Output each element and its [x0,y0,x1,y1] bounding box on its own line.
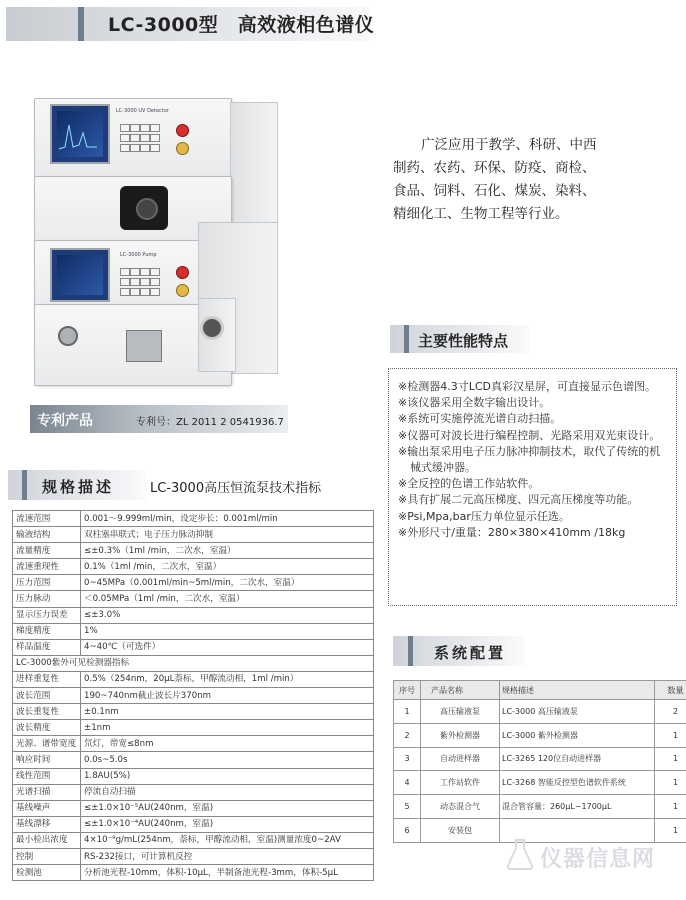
feature-item: ※全反控的色谱工作站软件。 [398,477,540,491]
outlet-fitting-icon [58,326,78,346]
system-header-bar [408,636,413,666]
system-cell-desc: 混合管容量：260μL~1700μL [500,795,655,819]
spec-row [13,752,374,768]
system-cell-name: 安装包 [421,818,500,842]
system-row [394,723,686,747]
system-cell-qty: 1 [655,771,686,795]
pump-screen-display [57,255,103,295]
feature-item: ※输出泵采用电子压力脉冲抑制技术，取代了传统的机械式缓冲器。 [398,444,661,475]
spec-row [13,768,374,784]
spec-value-cell: 0~45MPa（0.001ml/min~5ml/min，二次水，室温） [81,575,374,591]
spec-row [13,736,374,752]
spec-key-cell: 光谱扫描 [13,784,81,800]
spec-key-cell: 流量精度 [13,543,81,559]
system-column-header: 规格描述 [500,681,655,700]
spec-section-heading: LC-3000紫外可见检测器指标 [13,655,374,671]
spec-value-cell: 1% [81,623,374,639]
spec-key-cell: 检测池 [13,865,81,881]
watermark-flask-icon [505,838,535,870]
spec-key-cell: 响应时间 [13,752,81,768]
spec-value-cell: 0.0s~5.0s [81,752,374,768]
system-title: 系统配置 [434,644,507,662]
patent-number: 专利号：ZL 2011 2 0541936.7 [136,417,284,428]
system-cell-desc: LC-3265 120位自动进样器 [500,747,655,771]
spec-row [13,816,374,832]
spec-row [13,623,374,639]
spec-row [13,575,374,591]
system-cell-no: 1 [394,700,421,724]
system-cell-qty: 1 [655,723,686,747]
pump-power-button-icon [176,266,189,279]
spec-key-cell: 压力范围 [13,575,81,591]
spec-value-cell: 4~40℃（可选件） [81,639,374,655]
spec-key-cell: 线性范围 [13,768,81,784]
system-column-header: 产品名称 [421,681,500,700]
detector-purge-button-icon [176,142,189,155]
spec-row [13,655,374,671]
watermark-text: 仪器信息网 [540,847,656,872]
detector-screen-display [57,111,103,157]
instrument-illustration [30,90,280,390]
system-cell-qty: 1 [655,795,686,819]
system-cell-desc: LC-3000 紫外检测器 [500,723,655,747]
system-header-row [394,681,686,700]
spec-value-cell: ≤±3.0% [81,607,374,623]
system-cell-name: 工作站软件 [421,771,500,795]
page-title: LC-3000型 高效液相色谱仪 [108,14,375,36]
purge-valve-icon [200,316,224,340]
system-cell-qty: 2 [655,700,686,724]
spec-row [13,639,374,655]
system-cell-desc: LC-3268 智能反控型色谱软件系统 [500,771,655,795]
spec-value-cell: ＜0.05MPa（1ml /min，二次水，室温） [81,591,374,607]
spec-value-cell: ≤±1.0×10⁻⁵AU(240nm，室温) [81,800,374,816]
spec-row [13,607,374,623]
pump-keypad [120,268,158,296]
system-row [394,700,686,724]
application-line-2: 制药、农药、环保、防疫、商检、 [393,160,596,176]
feature-item: ※外形尺寸/重量：280×380×410mm /18kg [398,525,626,539]
system-cell-no: 2 [394,723,421,747]
spec-value-cell: ±1nm [81,720,374,736]
system-cell-name: 紫外检测器 [421,723,500,747]
spec-key-cell: 波长精度 [13,720,81,736]
system-row [394,795,686,819]
system-cell-qty: 1 [655,747,686,771]
spec-key-cell: 压力脉动 [13,591,81,607]
spec-row [13,671,374,687]
feature-item: ※该仪器采用全数字输出设计。 [398,396,551,410]
spec-key-cell: 波长重复性 [13,704,81,720]
chromatogram-graphic [57,111,101,155]
system-row [394,818,686,842]
spec-value-cell: 0.001～9.999ml/min，设定步长：0.001ml/min [81,511,374,527]
features-header-bar [404,325,409,353]
spec-value-cell: 分析池光程-10mm，体积-10μL，半制备池光程-3mm，体积-5μL [81,865,374,881]
spec-row [13,688,374,704]
spec-row [13,832,374,848]
spec-row [13,511,374,527]
system-table [393,680,686,843]
spec-row [13,591,374,607]
system-cell-desc: LC-3000 高压输液泵 [500,700,655,724]
system-column-header: 序号 [394,681,421,700]
spec-value-cell: 4×10⁻⁹g/mL(254nm，萘标，甲醇流动相，室温)测量浓度0~2AV [81,832,374,848]
spec-row [13,543,374,559]
pump-screen [50,248,110,302]
features-title: 主要性能特点 [418,332,509,350]
spec-key-cell: 样品温度 [13,639,81,655]
system-cell-name: 动态混合气 [421,795,500,819]
injection-valve-knob-icon [136,198,158,220]
spec-row [13,704,374,720]
spec-row [13,784,374,800]
features-list [398,379,668,541]
spec-row [13,848,374,864]
spec-key-cell: 光源、谱带宽度 [13,736,81,752]
application-line-4: 精细化工、生物工程等行业。 [393,206,569,222]
system-cell-no: 5 [394,795,421,819]
spec-row [13,800,374,816]
pump-run-button-icon [176,284,189,297]
spec-title: 规格描述 [42,478,115,496]
system-cell-no: 6 [394,818,421,842]
feature-item: ※检测器4.3寸LCD真彩汉星屏，可直接显示色谱图。 [398,380,656,393]
detector-power-button-icon [176,124,189,137]
spec-value-cell: RS-232接口，可计算机反控 [81,848,374,864]
pump-head-icon [126,330,162,362]
pump-label: LC-3000 Pump [120,252,157,258]
spec-value-cell: ≤±1.0×10⁻⁴AU(240nm，室温) [81,816,374,832]
detector-label: LC-3000 UV Detector [116,108,169,114]
spec-key-cell: 波长范围 [13,688,81,704]
patent-label: 专利产品 [37,413,93,429]
feature-item: ※系统可实施停流光谱自动扫描。 [398,412,562,426]
spec-key-cell: 显示压力误差 [13,607,81,623]
spec-header-bar [22,470,27,500]
detector-screen [50,104,110,164]
spec-key-cell: 输液结构 [13,527,81,543]
system-cell-name: 自动进样器 [421,747,500,771]
spec-value-cell: 氘灯，带宽≤8nm [81,736,374,752]
spec-row [13,865,374,881]
spec-key-cell: 流速范围 [13,511,81,527]
system-cell-name: 高压输液泵 [421,700,500,724]
application-description [393,134,643,226]
spec-value-cell: 1.8AU(5%) [81,768,374,784]
spec-key-cell: 进样重复性 [13,671,81,687]
spec-table [12,510,374,881]
spec-key-cell: 流速重现性 [13,559,81,575]
system-cell-no: 3 [394,747,421,771]
system-column-header: 数量 [655,681,686,700]
system-cell-no: 4 [394,771,421,795]
spec-value-cell: 双柱塞串联式；电子压力脉动抑制 [81,527,374,543]
feature-item: ※Psi,Mpa,bar压力单位显示任选。 [398,509,570,523]
spec-value-cell: ≤±0.3%（1ml /min，二次水，室温） [81,543,374,559]
system-table-wrapper [393,680,684,843]
spec-value-cell: ±0.1nm [81,704,374,720]
spec-row [13,559,374,575]
application-line-3: 食品、饲料、石化、煤炭、染料、 [393,183,596,199]
spec-value-cell: 190~740nm截止波长片370nm [81,688,374,704]
spec-key-cell: 基线噪声 [13,800,81,816]
feature-item: ※具有扩展二元高压梯度、四元高压梯度等功能。 [398,493,639,507]
spec-row [13,527,374,543]
spec-key-cell: 基线漂移 [13,816,81,832]
application-line-1: 广泛应用于教学、科研、中西 [421,137,597,153]
spec-key-cell: 梯度精度 [13,623,81,639]
spec-key-cell: 控制 [13,848,81,864]
spec-table-wrapper [12,510,374,881]
spec-value-cell: 停流自动扫描 [81,784,374,800]
spec-value-cell: 0.1%（1ml /min，二次水，室温） [81,559,374,575]
spec-value-cell: 0.5%（254nm，20μL萘标，甲醇流动相，1ml /min） [81,671,374,687]
detector-keypad [120,124,158,152]
feature-item: ※仪器可对波长进行编程控制、光路采用双光束设计。 [398,428,661,442]
system-cell-qty: 1 [655,818,686,842]
spec-subtitle: LC-3000高压恒流泵技术指标 [150,481,322,496]
system-row [394,747,686,771]
system-row [394,771,686,795]
title-accent-bar [78,7,84,41]
spec-row [13,720,374,736]
spec-key-cell: 最小检出浓度 [13,832,81,848]
